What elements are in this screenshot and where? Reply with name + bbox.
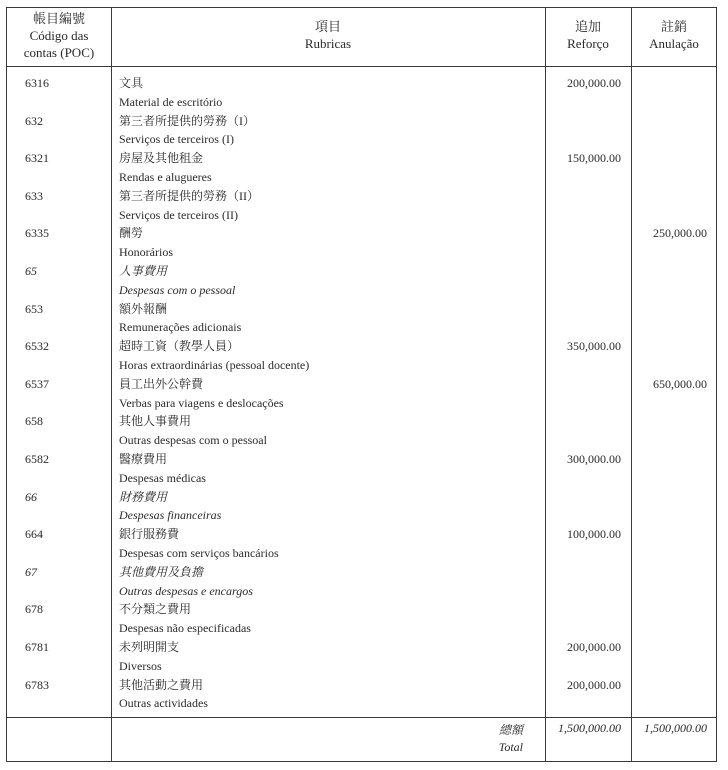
- row-desc: Material de escritório: [119, 94, 223, 109]
- table-row: [7, 281, 716, 300]
- total-divider: [7, 717, 716, 718]
- table-row: [7, 262, 716, 281]
- row-reforco: 200,000.00: [567, 640, 621, 654]
- table-row: [7, 600, 716, 619]
- row-desc: Outras despesas com o pessoal: [119, 433, 267, 448]
- row-desc: 不分類之費用: [119, 602, 192, 617]
- row-code: 66: [25, 489, 37, 504]
- row-desc: 未列明開支: [119, 640, 180, 654]
- table-row: [7, 187, 716, 206]
- table-row: [7, 130, 716, 149]
- row-desc: 文具: [119, 76, 144, 90]
- row-reforco: 350,000.00: [567, 339, 621, 354]
- row-reforco: 300,000.00: [567, 452, 621, 466]
- row-desc: 人事費用: [119, 264, 168, 278]
- row-desc: Despesas médicas: [119, 470, 206, 485]
- row-code: 6316: [25, 76, 49, 90]
- table-row: [7, 168, 716, 187]
- row-anulacao: 250,000.00: [653, 226, 707, 241]
- table-row: [7, 356, 716, 375]
- row-desc: Serviços de terceiros (II): [119, 207, 238, 222]
- header-code-zh: 帳目編號: [32, 11, 85, 26]
- table-row: [7, 394, 716, 413]
- table-row: [7, 563, 716, 582]
- header-reforco: [545, 8, 631, 76]
- table-row: [7, 488, 716, 507]
- row-anulacao: 650,000.00: [653, 376, 707, 391]
- table-row: [7, 619, 716, 638]
- row-desc: 財務費用: [119, 489, 168, 504]
- table-row: [7, 412, 716, 431]
- row-desc: 銀行服務費: [119, 527, 180, 542]
- header-anulacao: [631, 8, 717, 76]
- row-code: 6532: [25, 339, 49, 354]
- row-code: 6537: [25, 376, 49, 391]
- header-rubric: [111, 8, 545, 76]
- row-reforco: 200,000.00: [567, 76, 621, 90]
- table-row: [7, 93, 716, 112]
- header-anulacao-zh: 註銷: [660, 19, 687, 34]
- row-desc: Honorários: [119, 245, 173, 260]
- row-desc: 員工出外公幹費: [119, 376, 204, 391]
- table-row: [7, 676, 716, 695]
- table-row: [7, 469, 716, 488]
- table-row: [7, 506, 716, 525]
- total-label-zh: 總額: [498, 723, 523, 737]
- header-rubric-zh: 項目: [314, 19, 341, 34]
- row-desc: Horas extraordinárias (pessoal docente): [119, 358, 310, 372]
- row-desc: 額外報酬: [119, 301, 168, 316]
- header-code-pt-1: Código das: [29, 28, 89, 43]
- table-row: [7, 206, 716, 225]
- header-reforco-pt: Reforço: [567, 36, 609, 51]
- row-code: 632: [25, 113, 43, 128]
- total-label-pt: Total: [498, 740, 523, 754]
- total-reforco: 1,500,000.00: [558, 721, 621, 735]
- header-code-pt-2: contas (POC): [23, 45, 95, 60]
- row-desc: 房屋及其他租金: [119, 151, 204, 166]
- row-reforco: 150,000.00: [567, 151, 621, 166]
- row-desc: Despesas financeiras: [119, 508, 222, 523]
- row-code: 633: [25, 188, 43, 203]
- row-code: 6582: [25, 452, 49, 466]
- table-row: [7, 525, 716, 544]
- row-reforco: 100,000.00: [567, 527, 621, 542]
- table-row: [7, 74, 716, 93]
- row-desc: 其他費用及負擔: [119, 564, 204, 579]
- row-code: 67: [25, 564, 37, 579]
- row-desc: Outras despesas e encargos: [119, 583, 253, 598]
- row-code: 664: [25, 527, 43, 542]
- row-desc: Serviços de terceiros (I): [119, 132, 234, 147]
- row-desc: 第三者所提供的勞務（II）: [119, 188, 259, 203]
- row-desc: 其他活動之費用: [119, 677, 204, 692]
- row-desc: 醫療費用: [119, 452, 168, 466]
- table-row: [7, 337, 716, 356]
- table-row: [7, 149, 716, 168]
- header-reforco-zh: 追加: [574, 19, 601, 34]
- header-anulacao-pt: Anulação: [649, 36, 699, 51]
- table-row: [7, 657, 716, 676]
- table-row: [7, 582, 716, 601]
- table-row: [7, 375, 716, 394]
- table-row: [7, 243, 716, 262]
- row-desc: Despesas com o pessoal: [119, 282, 236, 297]
- row-desc: Outras actividades: [119, 696, 208, 711]
- row-code: 65: [25, 264, 37, 278]
- row-code: 658: [25, 414, 43, 429]
- row-desc: 第三者所提供的勞務（I）: [119, 113, 255, 128]
- table-row: [7, 694, 716, 713]
- table-row: [7, 431, 716, 450]
- header-rubric-pt: Rubricas: [304, 36, 352, 51]
- row-desc: 超時工資（教學人員）: [119, 339, 240, 354]
- row-desc: Diversos: [119, 658, 162, 673]
- row-reforco: 200,000.00: [567, 677, 621, 692]
- table-row: [7, 112, 716, 131]
- total-anulacao: 1,500,000.00: [644, 721, 707, 735]
- row-desc: Remunerações adicionais: [119, 320, 242, 335]
- row-desc: Verbas para viagens e deslocações: [119, 395, 284, 410]
- row-desc: Rendas e alugueres: [119, 170, 212, 184]
- row-code: 6783: [25, 677, 49, 692]
- table-row: [7, 318, 716, 337]
- row-code: 653: [25, 301, 43, 316]
- row-desc: 酬勞: [119, 226, 144, 241]
- table-row: [7, 300, 716, 319]
- row-code: 6781: [25, 640, 49, 654]
- row-code: 678: [25, 602, 43, 617]
- table-row: [7, 224, 716, 243]
- table-row: [7, 638, 716, 657]
- budget-table: [6, 7, 717, 762]
- row-desc: Despesas com serviços bancários: [119, 546, 279, 560]
- row-desc: 其他人事費用: [119, 414, 192, 429]
- row-code: 6321: [25, 151, 49, 166]
- row-desc: Despesas não especificadas: [119, 621, 251, 636]
- table-row: [7, 544, 716, 563]
- row-code: 6335: [25, 226, 49, 241]
- table-row: [7, 450, 716, 469]
- header-code: [7, 8, 111, 68]
